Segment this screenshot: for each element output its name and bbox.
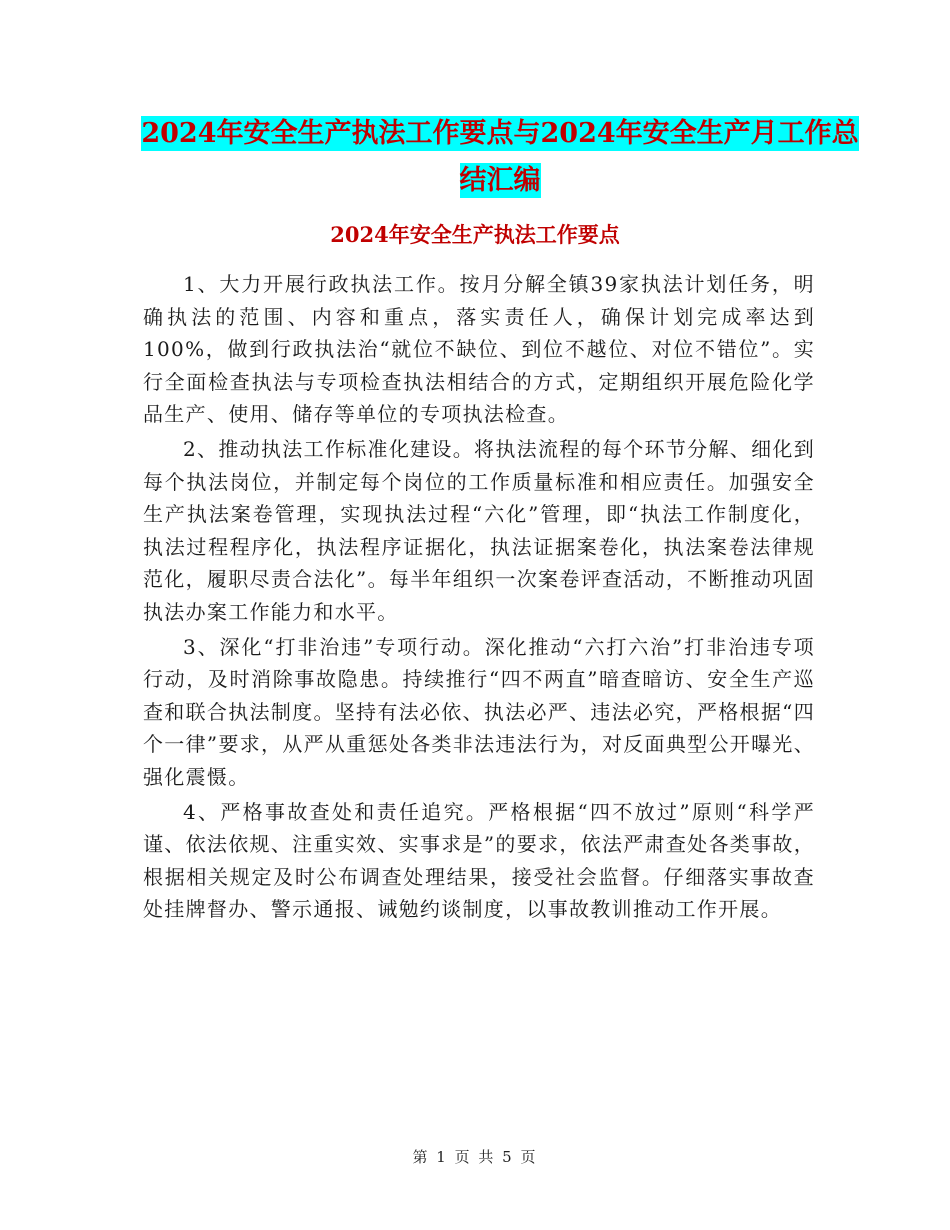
document-title-text: 2024年安全生产执法工作要点与2024年安全生产月工作总结汇编 bbox=[141, 118, 859, 196]
paragraph-2: 2、推动执法工作标准化建设。将执法流程的每个环节分解、细化到每个执法岗位，并制定每个岗位的工作质量标准和相应责任。加强安全生产执法案卷管理，实现执法过程“六化”管理，即“执法工作制度化，执法过程程序化，执法程序证据化，执法证据案卷化，执法案卷法律规范化，履职尽责合法化”。每半年组织一次案卷评查活动，不断推动巩固执法办案工作能力和水平。 bbox=[143, 436, 815, 624]
page-footer: 第 1 页 共 5 页 bbox=[412, 1148, 538, 1166]
paragraph-3: 3、深化“打非治违”专项行动。深化推动“六打六治”打非治违专项行动，及时消除事故隐患。持续推行“四不两直”暗查暗访、安全生产巡查和联合执法制度。坚持有法必依、执法必严、违法必究，严格根据“四个一律”要求，从严从重惩处各类非法违法行为，对反面典型公开曝光、强化震慑。 bbox=[143, 634, 815, 789]
paragraph-1: 1、大力开展行政执法工作。按月分解全镇39家执法计划任务，明确执法的范围、内容和重点，落实责任人，确保计划完成率达到100%，做到行政执法治“就位不缺位、到位不越位、对位不错位”。实行全面检查执法与专项检查执法相结合的方式，定期组织开展危险化学品生产、使用、储存等单位的专项执法检查。 bbox=[143, 272, 815, 427]
document-body bbox=[143, 268, 815, 928]
document-title bbox=[140, 110, 860, 204]
section-title: 2024年安全生产执法工作要点 bbox=[330, 222, 620, 247]
paragraph-4: 4、严格事故查处和责任追究。严格根据“四不放过”原则“科学严谨、依法依规、注重实效、实事求是”的要求，依法严肃查处各类事故，根据相关规定及时公布调查处理结果，接受社会监督。仔细落实事故查处挂牌督办、警示通报、诫勉约谈制度，以事故教训推动工作开展。 bbox=[143, 799, 815, 922]
